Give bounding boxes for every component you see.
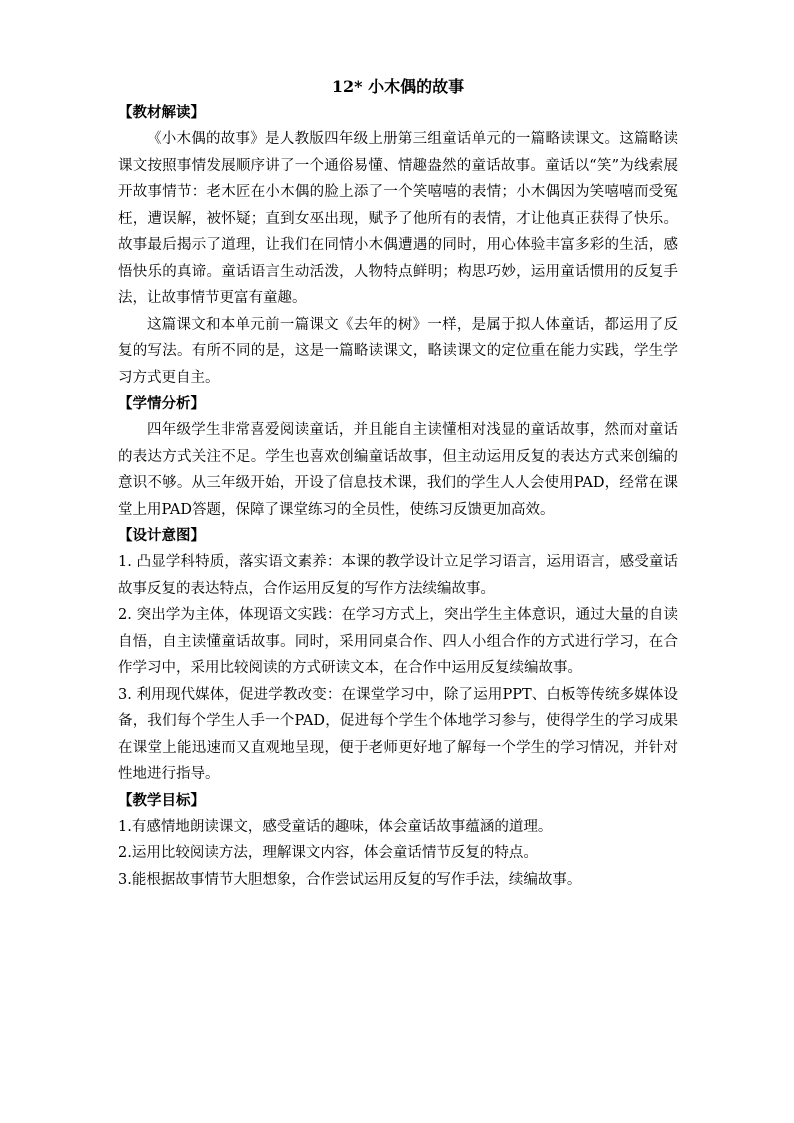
section-heading: 【教材解读】 [118,104,205,121]
section-textbook-analysis [118,100,678,391]
section-heading: 【学情分析】 [118,395,205,412]
document-title: 12* 小木偶的故事 [331,77,465,96]
paragraph: 四年级学生非常喜爱阅读童话，并且能自主读懂相对浅显的童话故事，然而对童话的表达方式关注不足。学生也喜欢创编童话故事，但主动运用反复的表达方式来创编的意识不够。从三年级开始，开设了信息技术课，我们的学生人人会使用PAD，经常在课堂上用PAD答题，保障了课堂练习的全员性，使练习反馈更加高效。 [118,422,678,518]
list-item: 1.有感情地朗读课文，感受童话的趣味，体会童话故事蕴涵的道理。 [118,818,553,835]
section-design-intent [118,523,678,788]
list-item: 1. 凸显学科特质，落实语文素养：本课的教学设计立足学习语言，运用语言，感受童话故事反复的表达特点，合作运用反复的写作方法续编故事。 [118,554,678,597]
section-heading: 【设计意图】 [118,527,205,544]
list-item: 2.运用比较阅读方法，理解课文内容，体会童话情节反复的特点。 [118,845,538,861]
list-item: 3.能根据故事情节大胆想象，合作尝试运用反复的写作手法，续编故事。 [118,871,582,888]
document-page [118,74,678,893]
paragraph: 这篇课文和本单元前一篇课文《去年的树》一样，是属于拟人体童话，都运用了反复的写法。有所不同的是，这是一篇略读课文，略读课文的定位重在能力实践，学生学习方式更自主。 [118,316,678,386]
list-item: 2. 突出学为主体，体现语文实践：在学习方式上，突出学生主体意识，通过大量的自读自悟，自主读懂童话故事。同时，采用同桌合作、四人小组合作的方式进行学习，在合作学习中，采用比较阅读的方式研读文本，在合作中运用反复续编故事。 [118,607,678,676]
section-teaching-goals [118,788,678,894]
list-item: 3. 利用现代媒体，促进学教改变：在课堂学习中，除了运用PPT、白板等传统多媒体设备，我们每个学生人手一个PAD，促进每个学生个体地学习参与，使得学生的学习成果在课堂上能迅速而又直观地呈现，便于老师更好地了解每一个学生的学习情况，并针对性地进行指导。 [118,686,678,782]
section-student-analysis [118,391,678,523]
section-heading: 【教学目标】 [118,791,205,809]
paragraph: 《小木偶的故事》是人教版四年级上册第三组童话单元的一篇略读课文。这篇略读课文按照事情发展顺序讲了一个通俗易懂、情趣盎然的童话故事。童话以“笑”为线索展开故事情节：老木匠在小木偶的脸上添了一个笑嘻嘻的表情；小木偶因为笑嘻嘻而受冤枉，遭误解，被怀疑；直到女巫出现，赋予了他所有的表情，才让他真正获得了快乐。故事最后揭示了道理，让我们在同情小木偶遭遇的同时，用心体验丰富多彩的生活，感悟快乐的真谛。童话语言生动活泼，人物特点鲜明；构思巧妙，运用童话惯用的反复手法，让故事情节更富有童趣。 [118,131,678,306]
